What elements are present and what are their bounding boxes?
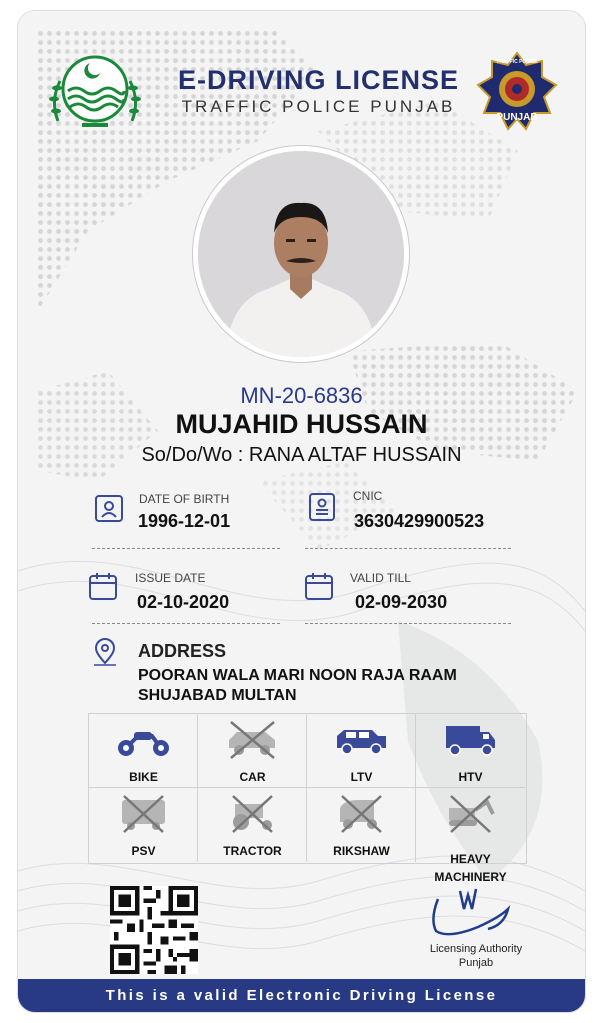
address-line-1: POORAN WALA MARI NOON RAJA RAAM [138, 667, 457, 684]
valid-till-label: VALID TILL [350, 571, 411, 585]
divider [92, 548, 280, 549]
category-bike [89, 714, 198, 788]
address-line-2: SHUJABAD MULTAN [138, 687, 297, 704]
license-card [17, 10, 586, 1013]
category-label: PSV [131, 844, 156, 858]
category-heavy-machinery [416, 788, 525, 884]
relation-line: So/Do/Wo : RANA ALTAF HUSSAIN [141, 444, 462, 466]
category-htv [416, 714, 525, 788]
id-card-icon [94, 493, 124, 523]
cnic-card-icon [307, 492, 337, 522]
category-car [198, 714, 307, 788]
bus-icon-crossed [116, 794, 171, 834]
category-tractor [198, 788, 307, 862]
motorcycle-icon [116, 720, 171, 760]
category-ltv [307, 714, 416, 788]
location-pin-icon [90, 637, 120, 667]
divider [305, 623, 511, 624]
holder-photo [193, 146, 409, 362]
category-rikshaw [307, 788, 416, 862]
truck-icon [443, 720, 498, 760]
calendar-icon [304, 571, 334, 601]
issue-date-value: 02-10-2020 [137, 592, 230, 612]
license-number: MN-20-6836 [240, 383, 363, 408]
divider [92, 623, 280, 624]
rikshaw-icon-crossed [334, 794, 389, 834]
jeep-icon [334, 720, 389, 760]
category-label: RIKSHAW [333, 844, 390, 858]
vehicle-category-grid [88, 713, 527, 884]
cnic-label: CNIC [353, 489, 383, 503]
tractor-icon-crossed [225, 794, 280, 834]
calendar-icon [88, 571, 118, 601]
holder-name: MUJAHID HUSSAIN [175, 409, 428, 439]
card-subtitle: TRAFFIC POLICE PUNJAB [181, 97, 456, 116]
holder-portrait [198, 151, 404, 357]
badge-punjab-label: PUNJAB [496, 112, 538, 123]
signature [408, 879, 538, 949]
cnic-value: 3630429900523 [354, 511, 485, 531]
authority-line-1: Licensing Authority [429, 943, 523, 955]
qr-code [110, 886, 198, 974]
badge-arc-text: TRAFFIC POLICE [496, 59, 538, 65]
licensing-authority [396, 942, 556, 970]
category-label: HTV [458, 770, 483, 784]
category-label: LTV [350, 770, 373, 784]
excavator-icon-crossed [443, 794, 498, 834]
validity-footer: This is a valid Electronic Driving License [18, 979, 585, 1012]
dob-label: DATE OF BIRTH [139, 492, 230, 506]
category-label: HEAVY MACHINERY [434, 852, 507, 884]
category-label: BIKE [129, 770, 158, 784]
divider [305, 548, 511, 549]
category-psv [89, 788, 198, 862]
authority-line-2: Punjab [458, 957, 494, 969]
car-icon-crossed [225, 720, 280, 760]
issue-date-label: ISSUE DATE [135, 571, 206, 585]
valid-till-value: 02-09-2030 [355, 592, 448, 612]
address-label: ADDRESS [138, 641, 227, 661]
category-label: CAR [239, 770, 266, 784]
card-title: E-DRIVING LICENSE [177, 65, 460, 95]
category-label: TRACTOR [223, 844, 282, 858]
dob-value: 1996-12-01 [138, 511, 231, 531]
